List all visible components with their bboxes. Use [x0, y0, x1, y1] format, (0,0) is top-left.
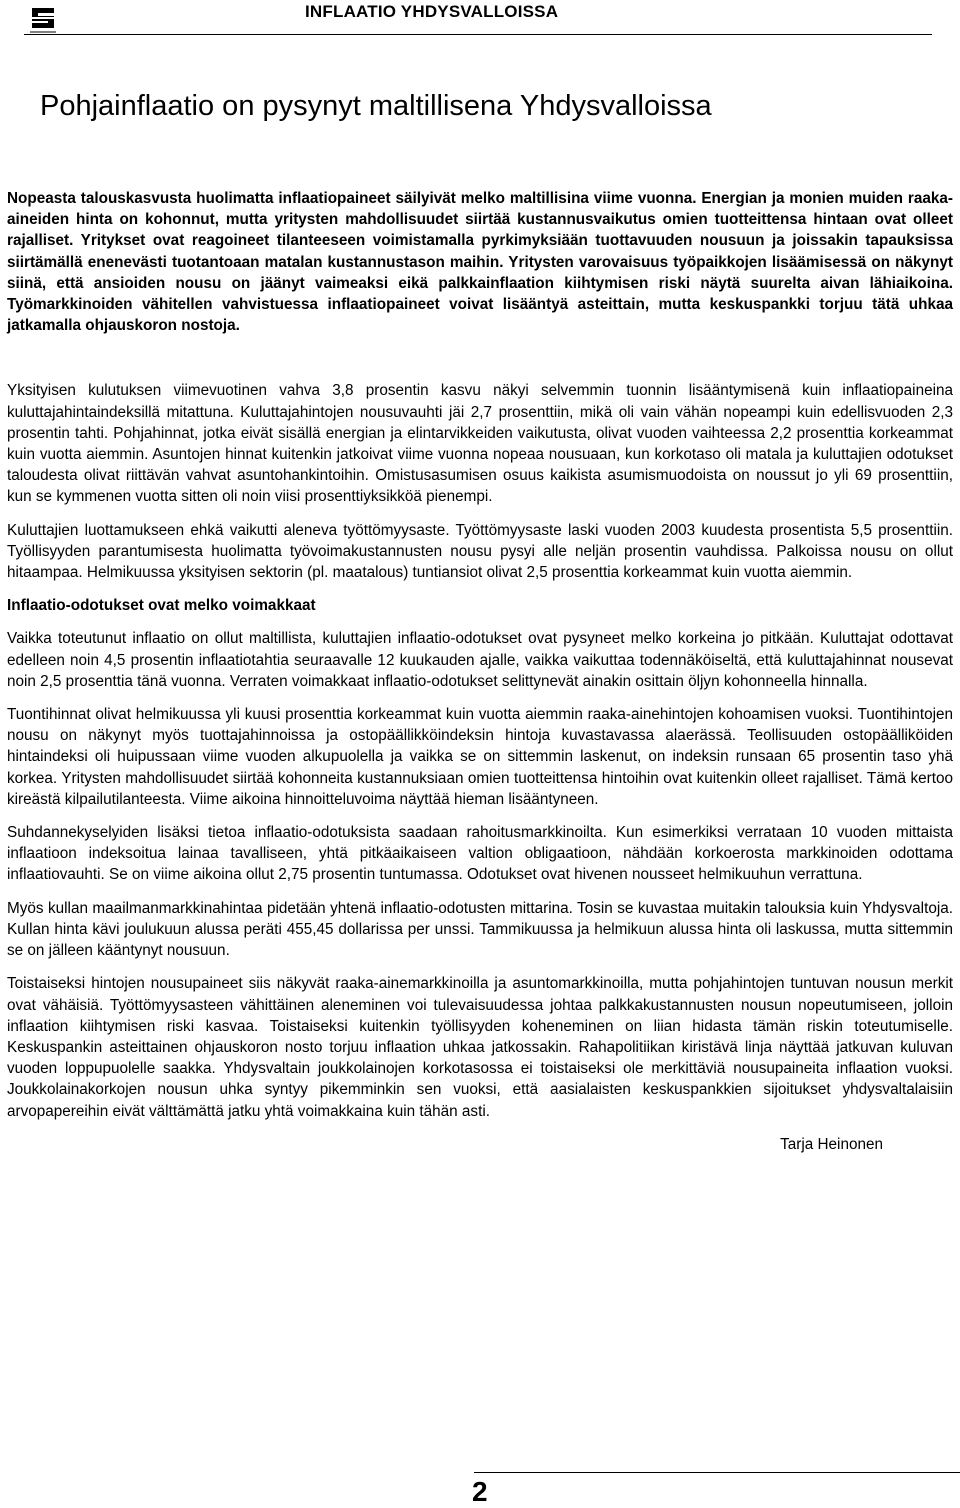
bank-logo-icon — [26, 2, 60, 36]
body-paragraph: Tuontihinnat olivat helmikuussa yli kuusi prosenttia korkeammat kuin vuotta aiemmin raaka-ainehintojen kohoamisen vuoksi. Tuontihintojen nousu on näkynyt myös tuottajahinnoissa ja ostopäällikköindeksin hintoja kuvastavassa alaerässä. Teollisuuden ostopäälliköiden hintaindeksi oli huipussaan viime vuoden alkupuolella ja vaikka se on sittemmin laskenut, on indeksin runsaan 65 prosentin taso yhä korkea. Yritysten mahdollisuudet siirtää kohonneita kustannuksiaan omien tuotteittensa hintoihin ovat kuitenkin olleet rajalliset. Tämä kertoo kireästä kilpailutilanteesta. Viime aikoina hinnoitteluvoima näyttää hieman lisääntyneen. — [7, 706, 953, 808]
body-paragraph: Vaikka toteutunut inflaatio on ollut maltillista, kuluttajien inflaatio-odotukset ovat pysyneet melko korkeina jo pitkään. Kuluttajat odottavat edelleen noin 4,5 prosentin inflaatiotahtia seuraavalle 12 kuukauden ajalle, vaikka vaikuttaa todennäköiseltä, että kuluttajahinnat nousevat noin 2,5 prosenttia tänä vuonna. Verraten voimakkaat inflaatio-odotukset selittynevät ainakin osittain öljyn kohonneella hinnalla. — [7, 630, 953, 690]
section-subheading: Inflaatio-odotukset ovat melko voimakkaat — [7, 597, 316, 615]
body-paragraph: Yksityisen kulutuksen viimevuotinen vahva 3,8 prosentin kasvu näkyi selvemmin tuonnin lisääntymisenä kuin inflaatiopaineina kuluttajahintaindeksillä mitattuna. Kuluttajahintojen nousuvauhti jäi 2,7 prosenttiin, mikä oli vain vähän nopeampi kuin edellisvuoden 2,3 prosentin tahti. Pohjahinnat, jotka eivät sisällä energian ja elintarvikkeiden vaikutusta, olivat vuoden vaihteessa 2,2 prosenttia korkeammat kuin vuotta aiemmin. Asuntojen hinnat kuitenkin jatkoivat viime vuonna nopeaa nousuaan, kun korkotaso oli matala ja kuluttajien odotukset taloudesta olivat riittävän vahvat asuntohankintoihin. Omistusasumisen osuus kaikista asumismuodoista on noussut jo yli 69 prosenttiin, kun se kymmenen vuotta sitten oli noin viisi prosenttiyksikköä pienempi. — [7, 382, 953, 506]
body-paragraph: Suhdannekyselyiden lisäksi tietoa inflaatio-odotuksista saadaan rahoitusmarkkinoilta. Kun esimerkiksi verrataan 10 vuoden mittaista inflaatioon indeksoitua lainaa tavalliseen, yhtä pitkäaikaiseen valtion obligaatioon, nähdään korkoerosta markkinoiden odottama inflaatiovauhti. Se on viime aikoina ollut 2,75 prosentin tuntumassa. Odotukset ovat hivenen nousseet helmikuuhun verrattuna. — [7, 824, 953, 884]
body-paragraph: Toistaiseksi hintojen nousupaineet siis näkyvät raaka-ainemarkkinoilla ja asuntomarkkinoilla, mutta pohjahintojen tuntuvan nousun merkit ovat vähäisiä. Työttömyysasteen vähittäinen aleneminen voi tulevaisuudessa johtaa palkkakustannusten nousun nopeutumiseen, jolloin inflaation kiihtymisen riski kasvaa. Toistaiseksi kuitenkin työllisyyden koheneminen on liian hidasta tämän riskin toteutumiselle. Keskuspankin asteittainen ohjauskoron nosto torjuu inflaation uhkaa jatkossakin. Rahapolitiikan kiristävä linja näyttää jatkuvan kuluvan vuoden loppupuolelle saakka. Yhdysvaltain joukkolainojen korkotasossa ei toistaiseksi ole merkittäviä nousupaineita inflaation vuoksi. Joukkolainakorkojen nousun uhka syntyy pikemminkin sen vuoksi, että aasialaisten keskuspankkien sijoitukset yhdysvaltalaisiin arvopapereihin eivät välttämättä jatku yhtä voimakkaina kuin tähän asti. — [7, 975, 953, 1120]
lead-paragraph: Nopeasta talouskasvusta huolimatta inflaatiopaineet säilyivät melko maltillisina viime vuonna. Energian ja monien muiden raaka-aineiden hinta on kohonnut, mutta yritysten mahdollisuudet siirtää kustannusvaikutus omien tuotteittensa hintaan ovat olleet rajalliset. Yritykset ovat reagoineet tilanteeseen voimistamalla pyrkimyksiään tuottavuuden nousuun ja joissakin tapauksissa siirtämällä enenevästi tuotantoaan matalan kustannustason maihin. Yritysten varovaisuus työpaikkojen lisäämisessä on näkynyt siinä, että ansioiden nousu on jäänyt vaimeaksi eikä palkkainflaation kiihtymisen riski näytä suurelta aivan lähiaikoina. Työmarkkinoiden vähitellen vahvistuessa inflaatiopaineet voivat lisääntyä asteittain, mutta keskuspankki torjuu tätä uhkaa jatkamalla ohjauskoron nostoja. — [7, 190, 953, 335]
author-signature: Tarja Heinonen — [780, 1135, 883, 1153]
body-paragraph: Myös kullan maailmanmarkkinahintaa pidetään yhtenä inflaatio-odotusten mittarina. Tosin se kuvastaa muitakin talouksia kuin Yhdysvaltoja. Kullan hinta kävi joulukuun alussa peräti 455,45 dollarissa per unssi. Tammikuussa ja helmikuun alussa hinta oli laskussa, mutta sittemmin se on jälleen kääntynyt nousuun. — [7, 899, 953, 960]
article-body — [7, 188, 953, 1155]
header-divider — [24, 34, 932, 35]
page-number: 2 — [472, 1476, 488, 1507]
section-header: INFLAATIO YHDYSVALLOISSA — [305, 2, 559, 21]
page-title: Pohjainflaatio on pysynyt maltillisena Yhdysvalloissa — [40, 90, 712, 122]
body-paragraph: Kuluttajien luottamukseen ehkä vaikutti aleneva työttömyysaste. Työttömyysaste laski vuoden 2003 kuudesta prosentista 5,5 prosenttiin. Työllisyyden parantumisesta huolimatta työvoimakustannusten nousu pysyi alle neljän prosentin vauhdissa. Palkoissa nousu on ollut hitaampaa. Helmikuussa yksityisen sektorin (pl. maatalous) tuntiansiot olivat 2,5 prosenttia korkeammat kuin vuotta aiemmin. — [7, 521, 953, 582]
footer-divider — [474, 1472, 960, 1473]
